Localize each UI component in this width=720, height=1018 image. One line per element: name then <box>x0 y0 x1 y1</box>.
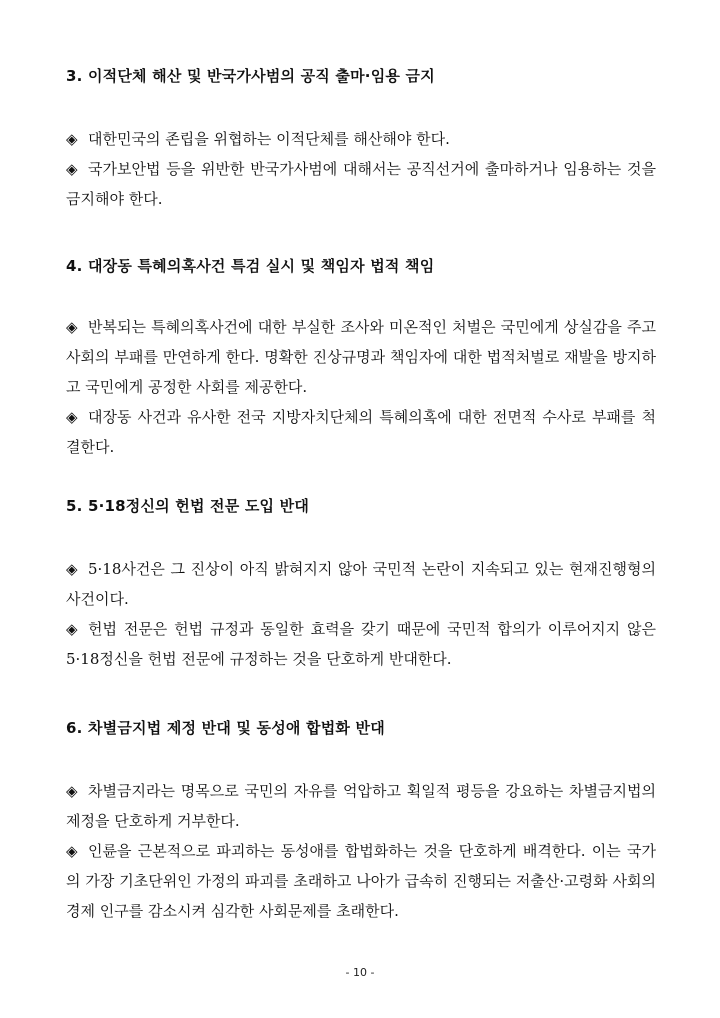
bullet-paragraph <box>66 776 656 836</box>
bullet-paragraph <box>66 614 656 674</box>
section-6 <box>66 718 656 926</box>
diamond-bullet-icon: ◈ <box>66 408 78 426</box>
diamond-bullet-icon: ◈ <box>66 782 78 800</box>
section-3 <box>66 66 656 214</box>
diamond-bullet-icon: ◈ <box>66 560 78 578</box>
paragraph-text: 대한민국의 존립을 위협하는 이적단체를 해산해야 한다. <box>88 130 450 148</box>
paragraph-text: 헌법 전문은 헌법 규정과 동일한 효력을 갖기 때문에 국민적 합의가 이루어지지 않은 5·18정신을 헌법 전문에 규정하는 것을 단호하게 반대한다. <box>66 620 656 668</box>
section-body <box>66 312 656 462</box>
paragraph-text: 5·18사건은 그 진상이 아직 밝혀지지 않아 국민적 논란이 지속되고 있는 현재진행형의 사건이다. <box>66 560 656 608</box>
section-heading: 3. 이적단체 해산 및 반국가사범의 공직 출마·임용 금지 <box>66 67 435 85</box>
diamond-bullet-icon: ◈ <box>66 130 78 148</box>
section-5 <box>66 496 656 674</box>
document-page <box>66 0 656 1018</box>
page-number: - 10 - <box>345 966 375 979</box>
section-heading: 5. 5·18정신의 헌법 전문 도입 반대 <box>66 497 310 515</box>
diamond-bullet-icon: ◈ <box>66 620 78 638</box>
paragraph-text: 인륜을 근본적으로 파괴하는 동성애를 합법화하는 것을 단호하게 배격한다. 이는 국가의 가장 기초단위인 가정의 파괴를 초래하고 나아가 급속히 진행되는 저출산·고령화 사회의 경제 인구를 감소시켜 심각한 사회문제를 초래한다. <box>66 842 656 920</box>
paragraph-text: 차별금지라는 명목으로 국민의 자유를 억압하고 획일적 평등을 강요하는 차별금지법의 제정을 단호하게 거부한다. <box>66 782 656 830</box>
bullet-paragraph <box>66 836 656 926</box>
section-body <box>66 554 656 674</box>
diamond-bullet-icon: ◈ <box>66 160 78 178</box>
bullet-paragraph <box>66 554 656 614</box>
bullet-paragraph <box>66 402 656 462</box>
section-body <box>66 776 656 926</box>
section-4 <box>66 256 656 462</box>
bullet-paragraph <box>66 312 656 402</box>
bullet-paragraph <box>66 154 656 214</box>
section-heading: 6. 차별금지법 제정 반대 및 동성애 합법화 반대 <box>66 719 385 737</box>
bullet-paragraph <box>66 124 656 154</box>
paragraph-text: 대장동 사건과 유사한 전국 지방자치단체의 특혜의혹에 대한 전면적 수사로 부패를 척결한다. <box>66 408 656 456</box>
paragraph-text: 국가보안법 등을 위반한 반국가사범에 대해서는 공직선거에 출마하거나 임용하는 것을 금지해야 한다. <box>66 160 656 208</box>
diamond-bullet-icon: ◈ <box>66 318 78 336</box>
paragraph-text: 반복되는 특혜의혹사건에 대한 부실한 조사와 미온적인 처벌은 국민에게 상실감을 주고 사회의 부패를 만연하게 한다. 명확한 진상규명과 책임자에 대한 법적처벌로 재발을 방지하고 국민에게 공정한 사회를 제공한다. <box>66 318 656 396</box>
diamond-bullet-icon: ◈ <box>66 842 78 860</box>
section-heading: 4. 대장동 특혜의혹사건 특검 실시 및 책임자 법적 책임 <box>66 257 435 275</box>
section-body <box>66 124 656 214</box>
